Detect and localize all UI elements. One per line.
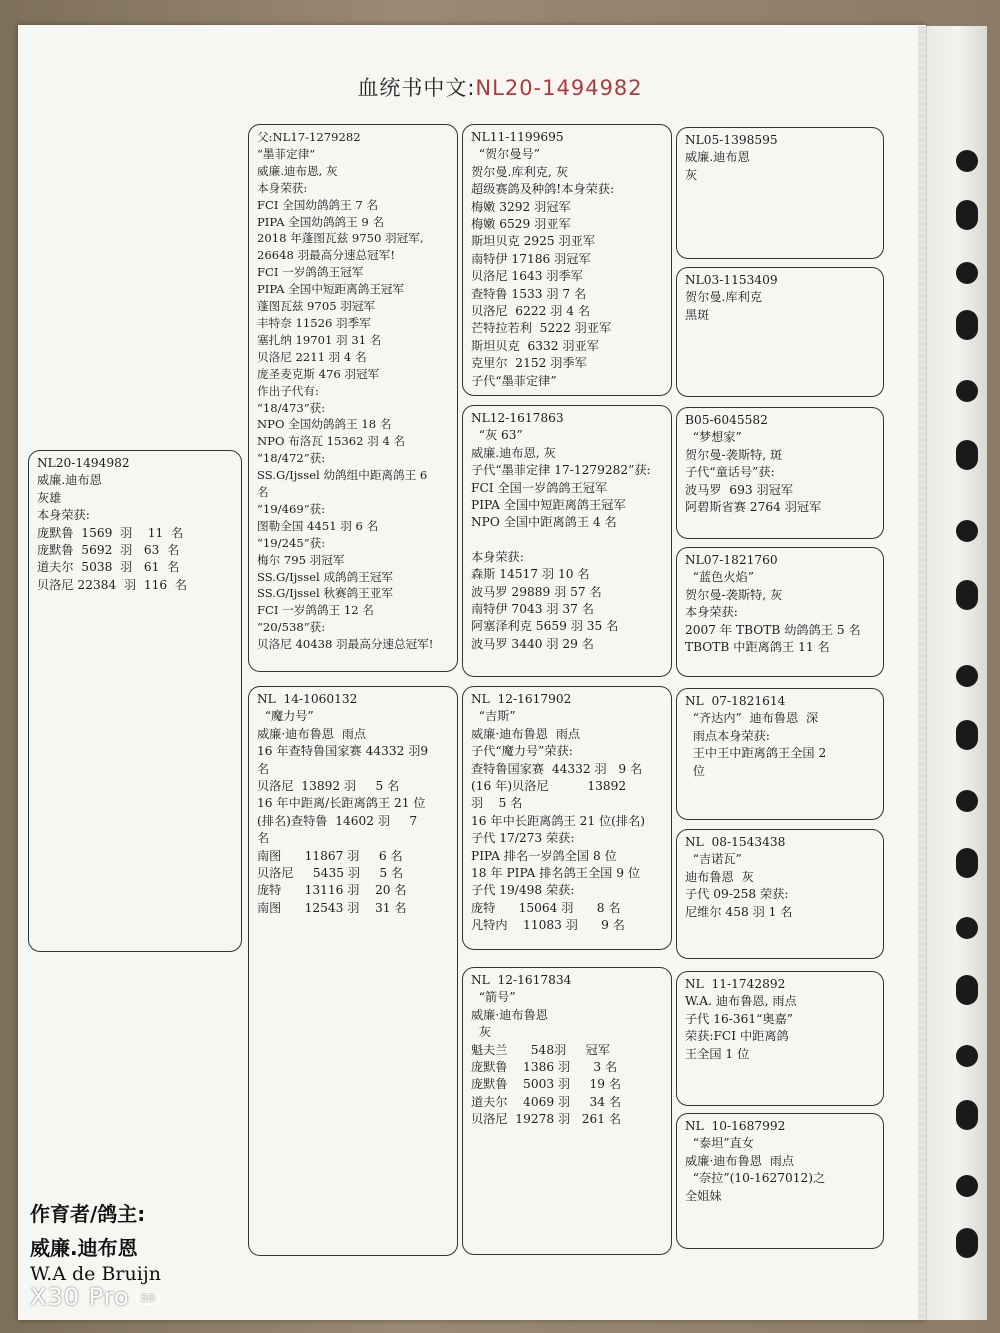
ss-line: 斯坦贝克 6332 羽亚军 [471, 338, 599, 353]
sd-line: PIPA 全国中短距离鸽王冠军 [471, 498, 626, 513]
sds-line: B05-6045582 [685, 413, 768, 427]
ddd-box [676, 1113, 884, 1249]
ssd-line: 贺尔曼.库利克 [685, 290, 762, 305]
punch-hole [956, 790, 978, 812]
sire-line: “19/469”获: [257, 501, 326, 516]
ds-line: 威廉·迪布鲁恩 雨点 [471, 726, 581, 741]
dam-dam-box [462, 967, 672, 1255]
dam-line: 贝洛尼 5435 羽 5 名 [257, 866, 404, 881]
ds-line: 子代 19/498 荣获: [471, 883, 575, 898]
ss-line: 芒特拉若利 5222 羽亚军 [471, 321, 612, 336]
owner-latin-name: W.A de Bruijn [30, 1263, 161, 1285]
ss-line: 克里尔 2152 羽季军 [471, 356, 587, 371]
ss-line: 子代“墨菲定律” [471, 373, 557, 388]
punch-hole [956, 848, 978, 878]
ss-line: 梅嫩 6529 羽亚军 [471, 217, 571, 232]
ddd-line: “泰坦”直女 [685, 1136, 754, 1151]
dds-line: NL 11-1742892 [685, 977, 786, 991]
ss-line: NL11-1199695 [471, 130, 564, 144]
dsd-line: 子代 09-258 荣获: [685, 887, 789, 902]
punch-hole [956, 1045, 978, 1067]
dam-line: 贝洛尼 13892 羽 5 名 [257, 779, 400, 794]
punch-hole [956, 1228, 978, 1258]
sdd-line: NL07-1821760 [685, 553, 778, 567]
sire-line: 26648 羽最高分速总冠军! [257, 248, 395, 263]
pigeon-self-box [28, 450, 242, 952]
sire-line: SS.G/Ijssel 幼鸽组中距离鸽王 6 [257, 468, 428, 483]
sire-line: 庞圣麦克斯 476 羽冠军 [257, 366, 380, 381]
sd-line: “灰 63” [471, 428, 523, 443]
sds-line: 波马罗 693 羽冠军 [685, 482, 794, 497]
dds-line: 荣获:FCI 中距离鸽 [685, 1029, 789, 1044]
dd-line: 威廉·迪布鲁恩 [471, 1007, 548, 1022]
sss-line: 灰 [685, 167, 698, 182]
punch-hole [956, 580, 978, 610]
ss-line: 斯坦贝克 2925 羽亚军 [471, 234, 596, 249]
self-line: 庞默鲁 5692 羽 63 名 [37, 543, 180, 558]
sd-line: 威廉.迪布恩, 灰 [471, 445, 556, 460]
ds-line: 子代 17/273 荣获: [471, 831, 575, 846]
dam-line: 庞特 13116 羽 20 名 [257, 883, 407, 898]
ssd-line: NL03-1153409 [685, 273, 778, 287]
dam-line: 16 年查特鲁国家赛 44332 羽9 [257, 744, 429, 759]
dam-line: (排名)查特鲁 14602 羽 7 [257, 813, 418, 828]
punch-hole [956, 150, 978, 172]
sdd-line: 2007 年 TBOTB 幼鸽鸽王 5 名 [685, 622, 861, 637]
sire-dam-box [462, 405, 672, 677]
dam-line: 16 年中距离/长距离鸽王 21 位 [257, 796, 426, 811]
owner-name: 威廉.迪布恩 [30, 1236, 138, 1260]
self-line: NL20-1494982 [37, 456, 130, 470]
ddd-line: 威廉·迪布鲁恩 雨点 [685, 1153, 795, 1168]
sd-line: 波马罗 29889 羽 57 名 [471, 584, 602, 599]
sd-line: 子代“墨菲定律 17-1279282”获: [471, 463, 651, 478]
sdd-line: 贺尔曼-袭斯特, 灰 [685, 587, 783, 602]
title-ring-number: NL20-1494982 [475, 76, 643, 100]
ds-line: PIPA 排名一岁鸽全国 8 位 [471, 848, 617, 863]
self-line: 灰雄 [37, 490, 62, 505]
title-prefix: 血统书中文: [357, 76, 476, 100]
dam-line: 威廉·迪布鲁恩 雨点 [257, 726, 367, 741]
sdd-line: 本身荣获: [685, 605, 738, 620]
sire-line: 塞扎纳 19701 羽 31 名 [257, 332, 382, 347]
dam-line: 南图 11867 羽 6 名 [257, 848, 403, 863]
sire-line: FCI 一岁鸽鸽王冠军 [257, 265, 364, 280]
ds-line: 查特鲁国家赛 44332 羽 9 名 [471, 761, 643, 776]
sire-line: “20/538”获: [257, 620, 326, 635]
sire-line: PIPA 全国中短距离鸽王冠军 [257, 282, 405, 297]
ds-line: NL 12-1617902 [471, 692, 572, 706]
sire-line: 作出子代有: [257, 383, 319, 398]
dds-line: 子代 16-361“奥嘉” [685, 1011, 793, 1026]
sdd-box [676, 547, 884, 677]
camera-brand-text: X30 Pro [30, 1283, 130, 1311]
owner-label: 作育者/鸽主: [30, 1202, 146, 1226]
sire-line: 蓬图瓦兹 9705 羽冠军 [257, 299, 376, 314]
sire-line: “18/472”获: [257, 451, 326, 466]
sire-line: 威廉.迪布恩, 灰 [257, 163, 338, 178]
sire-line: 名 [257, 485, 269, 500]
sds-box [676, 407, 884, 539]
punch-hole [956, 975, 978, 1005]
ds-line: 庞特 15064 羽 8 名 [471, 900, 621, 915]
dds-line: W.A. 迪布鲁恩, 雨点 [685, 994, 797, 1009]
sire-line: FCI 全国幼鸽鸽王 7 名 [257, 197, 379, 212]
ds-line: (16 年)贝洛尼 13892 [471, 779, 627, 794]
ss-line: 贝洛尼 1643 羽季军 [471, 269, 583, 284]
ss-line: 超级赛鸽及种鸽!本身荣获: [471, 182, 615, 197]
ds-line: 羽 5 名 [471, 796, 523, 811]
self-line: 道夫尔 5038 羽 61 名 [37, 560, 180, 575]
punch-hole [956, 380, 978, 402]
camera-watermark [30, 1283, 160, 1311]
dss-line: 位 [685, 763, 705, 778]
ss-line: 查特鲁 1533 羽 7 名 [471, 286, 587, 301]
sire-line: 梅尔 795 羽冠军 [257, 552, 345, 567]
ssd-line: 黑斑 [685, 307, 710, 322]
dd-line: 贝洛尼 19278 羽 261 名 [471, 1112, 622, 1127]
dd-line: 魁夫兰 548羽 冠军 [471, 1042, 611, 1057]
ds-line: “吉斯” [471, 709, 516, 724]
sire-line: FCI 一岁鸽鸽王 12 名 [257, 603, 374, 618]
sire-line: 贝洛尼 40438 羽最高分速总冠军! [257, 637, 434, 652]
dss-box [676, 688, 884, 820]
punch-hole [956, 665, 978, 687]
dam-sire-box [462, 686, 672, 950]
sdd-line: “蓝色火焰” [685, 570, 754, 585]
sd-line: 波马罗 3440 羽 29 名 [471, 636, 594, 651]
sire-line: SS.G/Ijssel 秋赛鸽王亚军 [257, 586, 394, 601]
ds-line: 16 年中长距离鸽王 21 位(排名) [471, 813, 646, 828]
punch-hole [956, 520, 978, 542]
dd-line: 庞默鲁 1386 羽 3 名 [471, 1060, 618, 1075]
sss-line: NL05-1398595 [685, 133, 778, 147]
dam-line: “魔力号” [257, 709, 314, 724]
punch-hole [956, 440, 978, 470]
dss-line: “齐达内” 迪布鲁恩 深 [685, 711, 819, 726]
sire-line: “墨菲定律” [257, 146, 316, 161]
punch-hole [956, 917, 978, 939]
sd-line [471, 532, 663, 549]
self-line: 贝洛尼 22384 羽 116 名 [37, 577, 188, 592]
dam-line: 南图 12543 羽 31 名 [257, 900, 407, 915]
sire-line: 丰特奈 11526 羽季军 [257, 315, 371, 330]
sire-line: NPO 布洛瓦 15362 羽 4 名 [257, 434, 406, 449]
sire-line: 贝洛尼 2211 羽 4 名 [257, 349, 367, 364]
dd-line: 道夫尔 4069 羽 34 名 [471, 1094, 622, 1109]
sds-line: 贺尔曼-袭斯特, 斑 [685, 447, 783, 462]
sire-line: 图勒全国 4451 羽 6 名 [257, 518, 379, 533]
sdd-line: TBOTB 中距离鸽王 11 名 [685, 640, 830, 655]
document-title [0, 72, 1000, 102]
sds-line: “梦想家” [685, 430, 742, 445]
sds-line: 子代“童话号”获: [685, 465, 775, 480]
punch-hole [956, 1175, 978, 1197]
dds-box [676, 971, 884, 1106]
sire-box [248, 124, 458, 672]
ss-line: 梅嫩 3292 羽冠军 [471, 199, 571, 214]
dss-line: 雨点本身荣获: [685, 728, 770, 743]
dd-line: 灰 [471, 1025, 491, 1040]
self-line: 本身荣获: [37, 508, 90, 523]
sire-line: SS.G/Ijssel 成鸽鸽王冠军 [257, 569, 394, 584]
sire-line: “18/473”获: [257, 400, 326, 415]
dsd-line: 尼维尔 458 羽 1 名 [685, 904, 793, 919]
dsd-line: NL 08-1543438 [685, 835, 786, 849]
sire-sire-box [462, 124, 672, 396]
dsd-line: 迪布鲁恩 灰 [685, 869, 754, 884]
punch-hole [956, 720, 978, 750]
dam-box [248, 686, 458, 1256]
dd-line: 庞默鲁 5003 羽 19 名 [471, 1077, 622, 1092]
sd-line: 森斯 14517 羽 10 名 [471, 567, 590, 582]
ds-line: 18 年 PIPA 排名鸽王全国 9 位 [471, 866, 641, 881]
self-line: 威廉.迪布恩 [37, 473, 102, 488]
sds-line: 阿碧斯省赛 2764 羽冠军 [685, 500, 822, 515]
ss-line: 南特伊 17186 羽冠军 [471, 251, 591, 266]
ss-line: “贺尔曼号” [471, 147, 540, 162]
network-badge: 5G [136, 1292, 160, 1305]
ddd-line: “奈拉”(10-1627012)之 [685, 1171, 826, 1186]
punch-hole [956, 310, 978, 340]
dd-line: NL 12-1617834 [471, 973, 572, 987]
dam-line: NL 14-1060132 [257, 692, 358, 706]
dsd-line: “吉诺瓦” [685, 852, 742, 867]
ss-line: 贺尔曼.库利克, 灰 [471, 164, 568, 179]
dam-line: 名 [257, 831, 270, 846]
ds-line: 凡特内 11083 羽 9 名 [471, 918, 625, 933]
sire-line: NPO 全国幼鸽鸽王 18 名 [257, 417, 392, 432]
ddd-line: 全姐妹 [685, 1188, 722, 1203]
sd-line: 南特伊 7043 羽 37 名 [471, 602, 594, 617]
sire-line: 父:NL17-1279282 [257, 130, 361, 144]
ddd-line: NL 10-1687992 [685, 1119, 786, 1133]
sd-line: FCI 全国一岁鸽鸽王冠军 [471, 480, 608, 495]
sire-line: 2018 年蓬图瓦兹 9750 羽冠军, [257, 231, 424, 246]
self-line: 庞默鲁 1569 羽 11 名 [37, 525, 184, 540]
dam-line: 名 [257, 761, 270, 776]
sss-box [676, 127, 884, 259]
dds-line: 王全国 1 位 [685, 1046, 750, 1061]
punch-hole [956, 262, 978, 284]
sd-line: NPO 全国中距离鸽王 4 名 [471, 515, 617, 530]
sd-line: 本身荣获: [471, 549, 524, 564]
sd-line: NL12-1617863 [471, 411, 564, 425]
sire-line: 本身荣获: [257, 180, 308, 195]
dss-line: 王中王中距离鸽王全国 2 [685, 746, 827, 761]
ssd-box [676, 267, 884, 397]
sss-line: 威廉.迪布恩 [685, 150, 750, 165]
dsd-box [676, 829, 884, 959]
ds-line: 子代“魔力号”荣获: [471, 744, 573, 759]
ss-line: 贝洛尼 6222 羽 4 名 [471, 304, 591, 319]
dss-line: NL 07-1821614 [685, 694, 786, 708]
sd-line: 阿塞泽利克 5659 羽 35 名 [471, 619, 619, 634]
sire-line: PIPA 全国幼鸽鸽王 9 名 [257, 214, 385, 229]
punch-hole [956, 1100, 978, 1130]
dd-line: “箭号” [471, 990, 516, 1005]
punch-hole [956, 200, 978, 230]
sire-line: “19/245”获: [257, 535, 326, 550]
